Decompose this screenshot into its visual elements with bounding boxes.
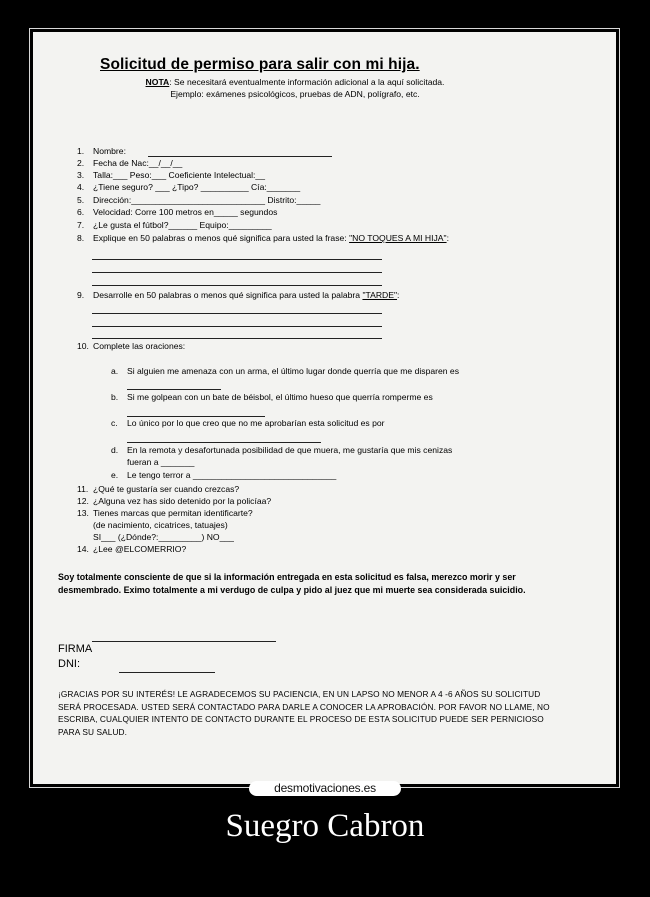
note-label: NOTA	[145, 77, 170, 87]
sentence-b: b. Si me golpean con un bate de béisbol, el último hueso que querría romperme es	[111, 392, 433, 402]
sentence-e: e. Le tengo terror a ______________________________	[111, 470, 337, 480]
dni-line	[119, 671, 215, 673]
form-item-6: 6. Velocidad: Corre 100 metros en_____ segundos	[77, 207, 278, 217]
sentence-c: c. Lo único por lo que creo que no me aprobarían esta solicitud es por	[111, 418, 385, 428]
form-item-14: 14. ¿Lee @ELCOMERRIO?	[77, 544, 187, 554]
dni-label: DNI:	[58, 658, 80, 670]
form-title: Solicitud de permiso para salir con mi hija.	[100, 56, 420, 73]
form-item-13: 13. Tienes marcas que permitan identificarte?	[77, 508, 253, 518]
form-item-7: 7. ¿Le gusta el fútbol?______ Equipo:_________	[77, 220, 272, 230]
note-example: Ejemplo: exámenes psicológicos, pruebas de ADN, polígrafo, etc.	[170, 89, 420, 99]
answer-line	[92, 284, 382, 286]
closing-notice: ¡GRACIAS POR SU INTERÉS! LE AGRADECEMOS SU PACIENCIA, EN UN LAPSO NO MENOR A 4 -6 AÑOS SU SOLICITUD SERÁ PROCESADA. USTED SERÁ CONTACTADO PARA DARLE A CONOCER LA APROBACIÓN. POR FAVOR NO LLAME, NO ESCRIBA, CUALQUIER INTENTO DE CONTACTO DURANTE EL PROCESO DE ESTA SOLICITUD PUEDE SER PERNICIOSO PARA SU SALUD.	[58, 689, 550, 737]
signature-line	[92, 640, 276, 642]
answer-line	[92, 312, 382, 314]
answer-line	[92, 337, 382, 339]
sentence-d-cont: fueran a _______	[127, 457, 195, 467]
poster-caption: Suegro Cabron	[225, 808, 425, 844]
form-item-10: 10. Complete las oraciones:	[77, 341, 186, 351]
site-watermark: desmotivaciones.es	[249, 781, 401, 796]
answer-line	[92, 258, 382, 260]
form-item-2: 2. Fecha de Nac:__/__/__	[77, 158, 183, 168]
form-item-1: 1. Nombre:	[77, 146, 126, 156]
name-blank	[148, 155, 332, 157]
form-item-13-detail: (de nacimiento, cicatrices, tatuajes)	[93, 520, 228, 530]
form-item-8: 8. Explique en 50 palabras o menos qué significa para usted la frase: "NO TOQUES A MI HIJA":	[77, 233, 449, 243]
answer-line	[92, 271, 382, 273]
declaration-text: Soy totalmente consciente de que si la información entregada en esta solicitud es falsa, merezco morir y ser desmembrado. Eximo totalmente a mi verdugo de culpa y pido al juez que mi muerte sea considerada suicidio.	[58, 572, 526, 595]
answer-line	[127, 441, 321, 443]
form-item-13-options: SI___ (¿Dónde?:_________) NO___	[93, 532, 234, 542]
sentence-a: a. Si alguien me amenaza con un arma, el último lugar donde querría que me disparen es	[111, 366, 460, 376]
answer-line	[92, 325, 382, 327]
firma-label: FIRMA	[58, 643, 93, 655]
answer-line	[127, 388, 221, 390]
form-item-5: 5. Dirección:____________________________ Distrito:_____	[77, 195, 321, 205]
form-item-3: 3. Talla:___ Peso:___ Coeficiente Intelectual:__	[77, 170, 265, 180]
form-item-9: 9. Desarrolle en 50 palabras o menos qué significa para usted la palabra "TARDE":	[77, 290, 400, 300]
form-item-11: 11. ¿Qué te gustaría ser cuando crezcas?	[77, 484, 240, 494]
sentence-d: d. En la remota y desafortunada posibilidad de que muera, me gustaría que mis cenizas	[111, 445, 453, 455]
note-text: : Se necesitará eventualmente información adicional a la aquí solicitada.	[169, 77, 445, 87]
answer-line	[127, 415, 265, 417]
form-item-4: 4. ¿Tiene seguro? ___ ¿Tipo? __________ Cía:_______	[77, 182, 301, 192]
form-note	[95, 76, 495, 100]
form-item-12: 12. ¿Alguna vez has sido detenido por la policíaa?	[77, 496, 272, 506]
